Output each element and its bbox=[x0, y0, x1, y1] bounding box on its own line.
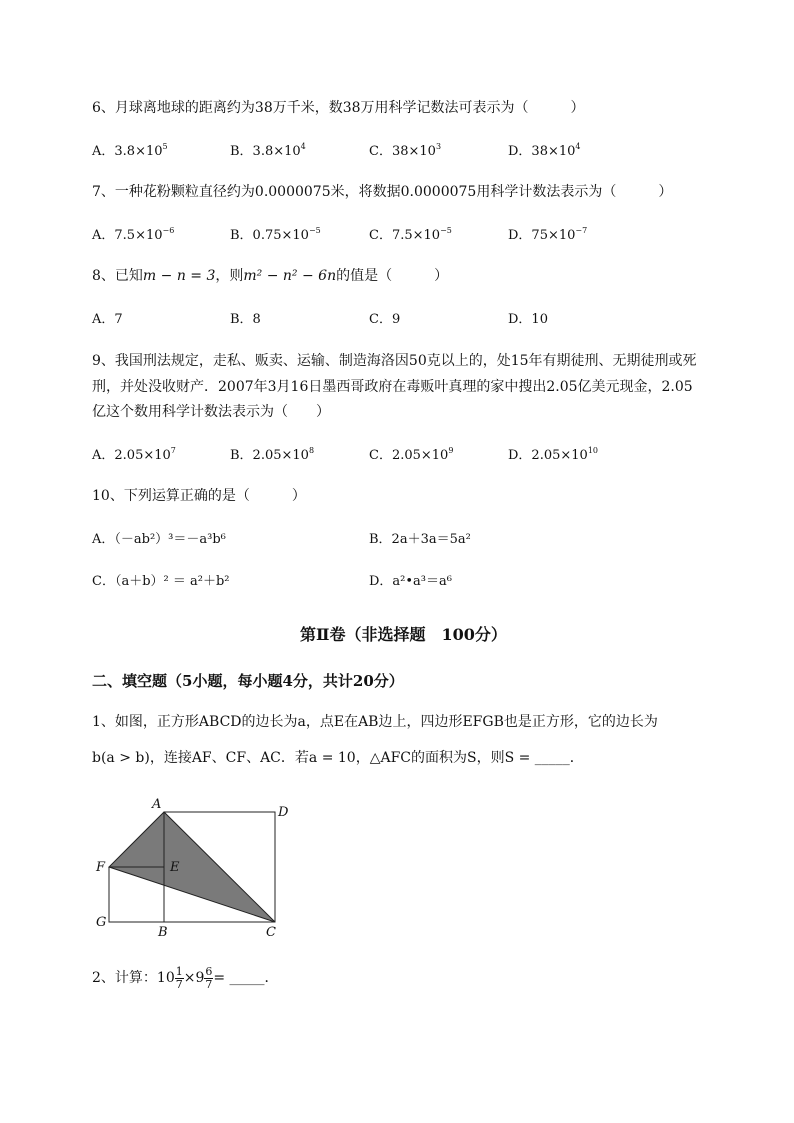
part2-title: 第Ⅱ卷（非选择题 100分） bbox=[300, 625, 507, 644]
q7-option-a[interactable]: A．$7.5\times 10^{-6}$ bbox=[92, 226, 175, 243]
q9-option-a[interactable]: A．$2.05\times 10^7$ bbox=[92, 446, 176, 463]
q8-option-a[interactable]: A．7 bbox=[92, 312, 123, 327]
q8-option-d[interactable]: D．10 bbox=[508, 312, 548, 327]
q9-stem-line1: 9、我国刑法规定，走私、贩卖、运输、制造海洛因50克以上的，处15年有期徒刑、无期徒刑或死 bbox=[92, 353, 697, 369]
q6-option-d[interactable]: D．$38\times 10^4$ bbox=[508, 142, 581, 159]
q8-option-b[interactable]: B．8 bbox=[230, 312, 261, 327]
label-d: D bbox=[278, 805, 289, 820]
label-a: A bbox=[152, 797, 162, 812]
q8-option-c[interactable]: C．9 bbox=[369, 312, 401, 327]
q9-stem-line2: 刑，并处没收财产．2007年3月16日墨西哥政府在毒贩叶真理的家中搜出2.05亿美元现金，2.05 bbox=[92, 379, 693, 395]
q7-stem: 7、一种花粉颗粒直径约为0.0000075米，将数据0.0000075用科学计数法表示为（ ） bbox=[92, 184, 673, 200]
fill2-stem: 2、计算：10 $\frac{1}{7}$ ×9 $\frac{6}{7}$ = _____． bbox=[92, 964, 279, 991]
q9-option-d[interactable]: D．$2.05\times 10^{10}$ bbox=[508, 446, 598, 463]
label-f: F bbox=[96, 860, 106, 875]
label-b: B bbox=[158, 925, 168, 940]
q6-stem: 6、月球离地球的距离约为38万千米，数38万用科学记数法可表示为（ ） bbox=[92, 100, 585, 116]
q10-stem: 10、下列运算正确的是（ ） bbox=[92, 488, 306, 504]
q6-option-a[interactable]: A．$3.8\times 10^5$ bbox=[92, 142, 168, 159]
label-e: E bbox=[170, 860, 180, 875]
q9-option-b[interactable]: B．$2.05\times 10^8$ bbox=[230, 446, 315, 463]
q9-stem-line3: 亿这个数用科学计数法表示为（ ） bbox=[92, 404, 330, 420]
square-figure bbox=[90, 795, 300, 945]
fill1-stem-line1: 1、如图，正方形ABCD的边长为a，点E在AB边上，四边形EFGB也是正方形，它的边长为 bbox=[92, 714, 658, 730]
q9-option-c[interactable]: C．$2.05\times 10^9$ bbox=[369, 446, 454, 463]
q7-option-c[interactable]: C．$7.5\times 10^{-5}$ bbox=[369, 226, 452, 243]
q6-option-c[interactable]: C．$38\times 10^3$ bbox=[369, 142, 442, 159]
q7-option-b[interactable]: B．$0.75\times 10^{-5}$ bbox=[230, 226, 321, 243]
fill1-stem-line2: b(a > b)，连接AF、CF、AC．若a = 10，△AFC的面积为S，则S = _____． bbox=[92, 750, 584, 766]
q10-option-a[interactable]: A．（－ab²）³＝－a³b⁶ bbox=[92, 532, 226, 547]
q10-option-d[interactable]: D．a²•a³＝a⁶ bbox=[369, 574, 452, 589]
q10-option-c[interactable]: C．（a＋b）² ＝ a²＋b² bbox=[92, 574, 230, 589]
q7-option-d[interactable]: D．$75\times 10^{-7}$ bbox=[508, 226, 588, 243]
fraction-six-sevenths: $\frac{6}{7}$ bbox=[205, 964, 213, 991]
q10-option-b[interactable]: B．2a＋3a＝5a² bbox=[369, 532, 471, 547]
q8-stem: 8、已知m − n = 3，则m² − n² − 6n的值是（ ） bbox=[92, 268, 449, 284]
label-c: C bbox=[266, 925, 276, 940]
fraction-one-seventh: $\frac{1}{7}$ bbox=[175, 964, 183, 991]
label-g: G bbox=[96, 915, 107, 930]
q6-option-b[interactable]: B．$3.8\times 10^4$ bbox=[230, 142, 306, 159]
fill-section-heading: 二、填空题（5小题，每小题4分，共计20分） bbox=[92, 672, 404, 690]
